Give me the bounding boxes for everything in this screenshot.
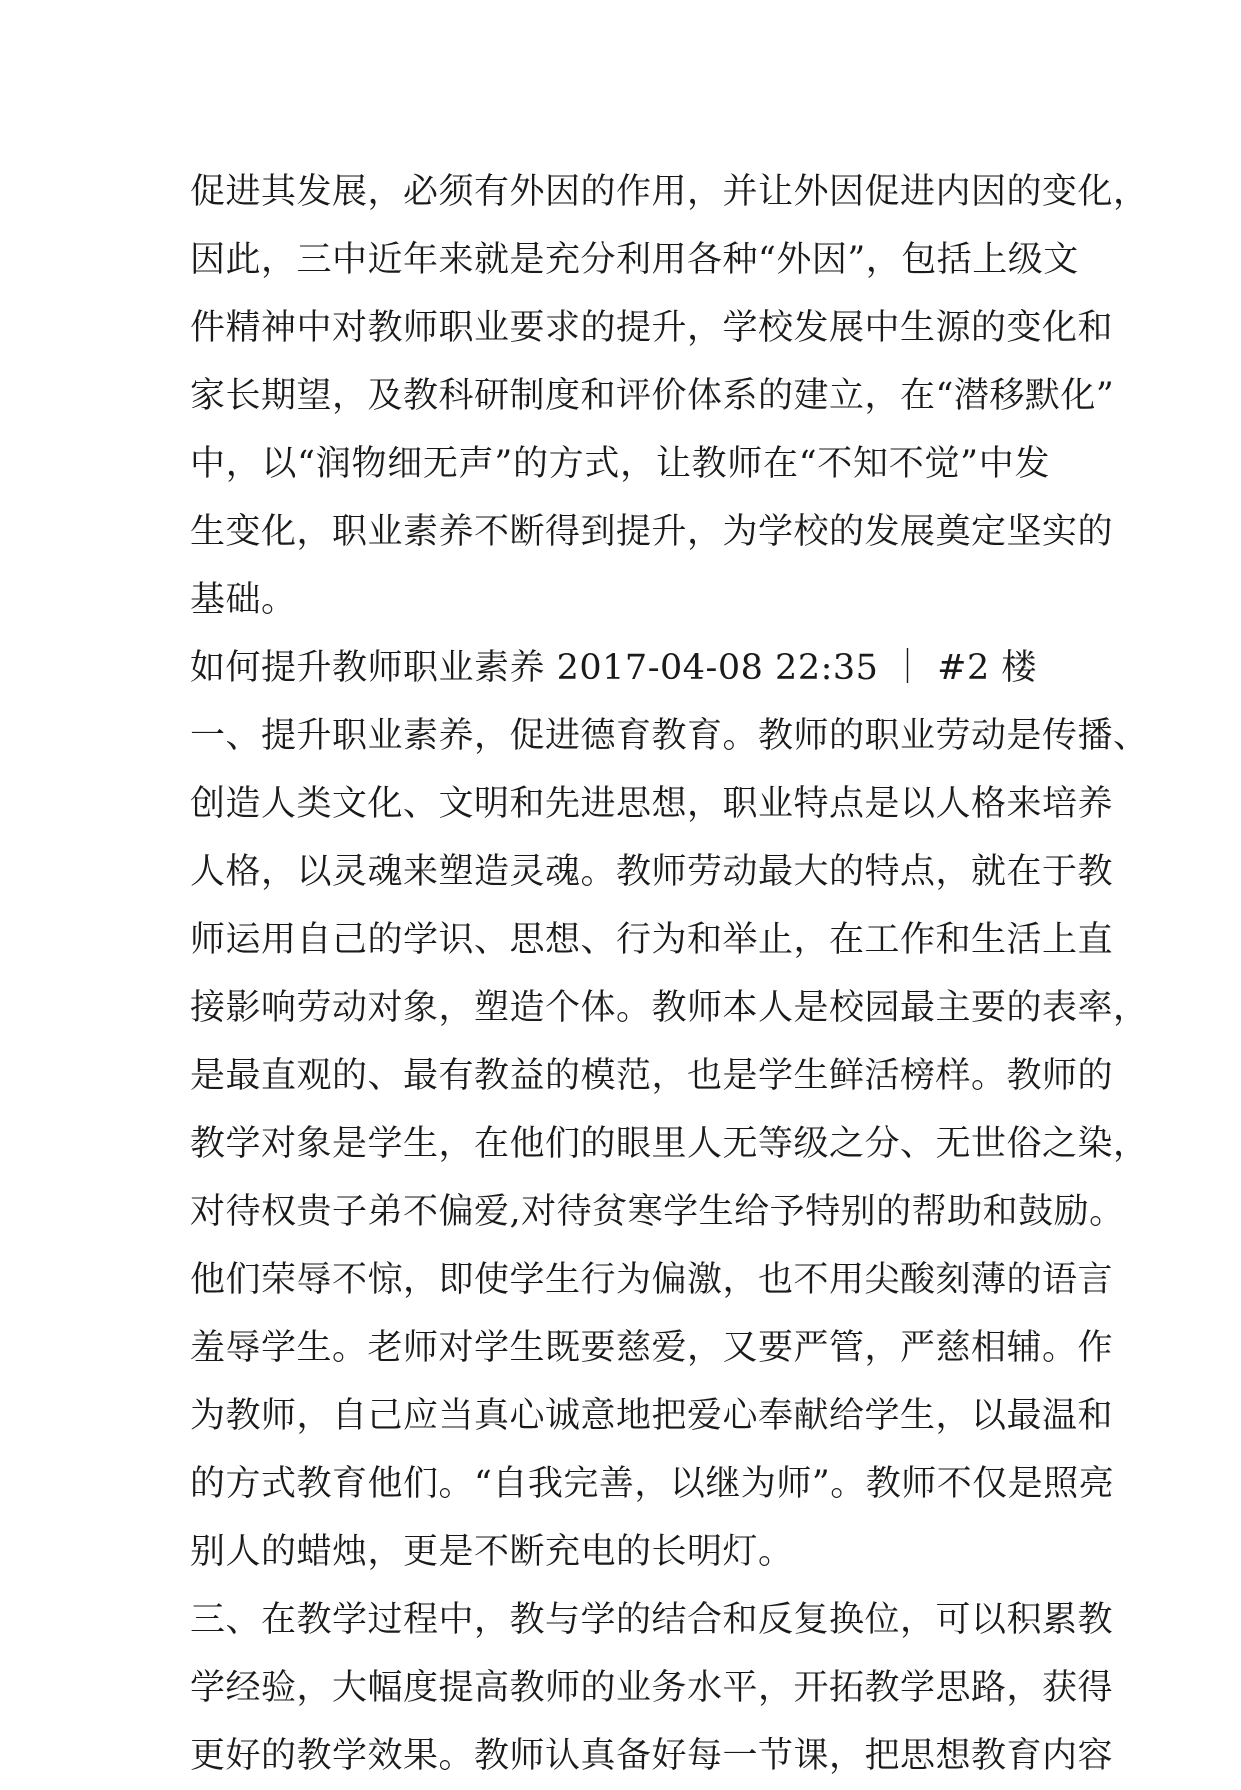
text-line: 更好的教学效果。教师认真备好每一节课，把思想教育内容 (190, 1736, 1114, 1776)
text-line: 创造人类文化、文明和先进思想，职业特点是以人格来培养 (190, 784, 1114, 824)
text-line: 羞辱学生。老师对学生既要慈爱，又要严管，严慈相辅。作 (190, 1328, 1114, 1368)
text-line: 三、在教学过程中，教与学的结合和反复换位，可以积累教 (190, 1600, 1114, 1640)
text-line: 学经验，大幅度提高教师的业务水平，开拓教学思路，获得 (190, 1668, 1114, 1708)
post-heading: 如何提升教师职业素养 2017-04-08 22:35 ｜ #2 楼 (190, 648, 1037, 688)
text-line: 别人的蜡烛，更是不断充电的长明灯。 (190, 1532, 794, 1572)
text-line: 基础。 (190, 580, 297, 620)
text-line: 接影响劳动对象，塑造个体。教师本人是校园最主要的表率， (190, 988, 1149, 1028)
text-line: 促进其发展，必须有外因的作用，并让外因促进内因的变化， (190, 172, 1149, 212)
text-line: 是最直观的、最有教益的模范，也是学生鲜活榜样。教师的 (190, 1056, 1114, 1096)
document-body (190, 158, 1149, 1790)
text-line: 师运用自己的学识、思想、行为和举止，在工作和生活上直 (190, 920, 1114, 960)
text-line: 他们荣辱不惊，即使学生行为偏激，也不用尖酸刻薄的语言 (190, 1260, 1114, 1300)
text-line: 人格，以灵魂来塑造灵魂。教师劳动最大的特点，就在于教 (190, 852, 1114, 892)
text-line: 件精神中对教师职业要求的提升，学校发展中生源的变化和 (190, 308, 1114, 348)
text-line: 生变化，职业素养不断得到提升，为学校的发展奠定坚实的 (190, 512, 1114, 552)
text-line: 对待权贵子弟不偏爱,对待贫寒学生给予特别的帮助和鼓励。 (190, 1192, 1125, 1232)
text-line: 因此，三中近年来就是充分利用各种“外因”，包括上级文 (190, 240, 1079, 280)
text-line: 为教师，自己应当真心诚意地把爱心奉献给学生，以最温和 (190, 1396, 1114, 1436)
text-line: 家长期望，及教科研制度和评价体系的建立，在“潜移默化” (190, 376, 1115, 416)
text-line: 一、提升职业素养，促进德育教育。教师的职业劳动是传播、 (190, 716, 1149, 756)
text-line: 教学对象是学生，在他们的眼里人无等级之分、无世俗之染， (190, 1124, 1149, 1164)
text-line: 的方式教育他们。“自我完善，以继为师”。教师不仅是照亮 (190, 1464, 1115, 1504)
text-line: 中，以“润物细无声”的方式，让教师在“不知不觉”中发 (190, 444, 1050, 484)
